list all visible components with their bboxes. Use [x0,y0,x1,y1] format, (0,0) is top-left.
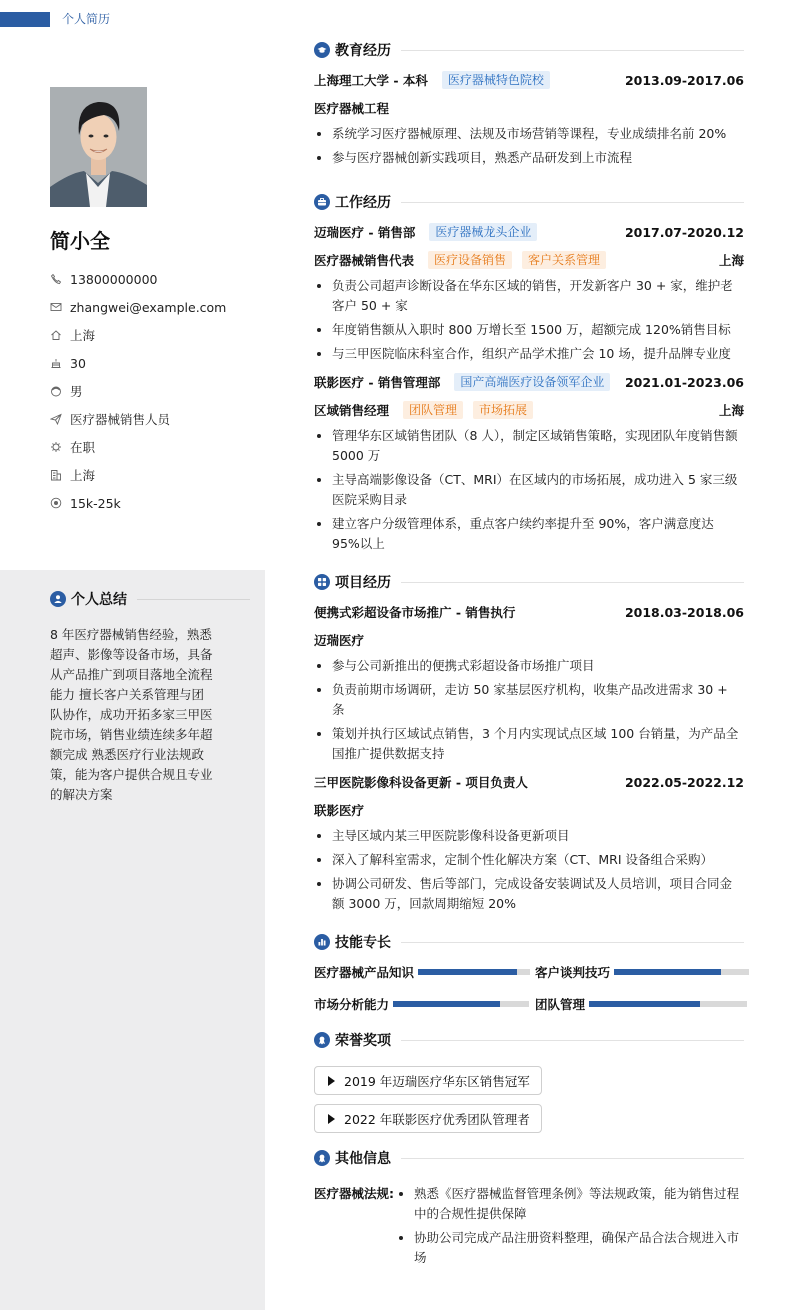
list-item: 负责公司超声诊断设备在华东区域的销售，开发新客户 30 + 家，维护老客户 50 + 家 [314,276,744,316]
work-role-tag: 客户关系管理 [522,251,606,269]
list-item: 负责前期市场调研，走访 50 家基层医疗机构，收集产品改进需求 30 + 条 [314,680,744,720]
project-name: 三甲医院影像科设备更新 - 项目负责人 [314,775,528,790]
profile-photo [50,87,147,207]
age-icon [50,357,62,369]
header-label: 个人简历 [62,12,111,26]
play-icon [328,1114,335,1124]
work-role-tag: 市场拓展 [473,401,533,419]
list-item: 年度销售额从入职时 800 万增长至 1500 万，超额完成 120%销售目标 [314,320,744,340]
project-bullets [314,656,744,764]
project-name: 便携式彩超设备市场推广 - 销售执行 [314,605,516,620]
list-item: 主导高端影像设备（CT、MRI）在区域内的市场拓展，成功进入 5 家三级医院采购目录 [314,470,744,510]
info-icon [314,1150,330,1166]
grid-icon [314,574,330,590]
project-name-row [314,768,744,796]
other-title: 其他信息 [335,1151,391,1167]
summary-header [50,589,250,609]
info-location [50,321,260,349]
gender-icon [50,385,62,397]
header-accent-bar [0,12,50,27]
work-date: 2017.07-2020.12 [624,224,744,240]
skill-bar [393,1001,529,1007]
skill-bar-fill [589,1001,700,1007]
list-item: 主导区域内某三甲医院影像科设备更新项目 [314,826,744,846]
info-age [50,349,260,377]
skills-title: 技能专长 [335,935,391,951]
other-divider [401,1158,744,1159]
education-major-row [314,94,744,122]
awards-list [314,1066,744,1142]
summary-text: 8 年医疗器械销售经验，熟悉超声、影像等设备市场，具备从产品推广到项目落地全流程能力 擅长客户关系管理与团队协作，成功开拓多家三甲医院市场，销售业绩连续多年超额完成 熟悉医疗行业法规政策，能为客户提供合规且专业的解决方案 [50,627,213,802]
education-date: 2013.09-2017.06 [624,72,744,88]
education-header [314,40,744,60]
work-company-row [314,218,744,246]
skill-item [535,988,755,1020]
projects-title: 项目经历 [335,575,391,591]
list-item: 管理华东区域销售团队（8 人），制定区域销售策略，实现团队年度销售额 5000 万 [314,426,744,466]
project-bullets [314,826,744,914]
education-divider [401,50,744,51]
info-status [50,433,260,461]
info-city-text: 上海 [70,468,96,483]
award-item[interactable] [314,1104,542,1133]
project-name-row [314,598,744,626]
bar-chart-icon [314,934,330,950]
work-date: 2021.01-2023.06 [624,374,744,390]
info-age-text: 30 [70,355,86,371]
summary-title: 个人总结 [71,592,127,608]
send-icon [50,413,62,425]
list-item: 与三甲医院临床科室合作，组织产品学术推广会 10 场，提升品牌专业度 [314,344,744,364]
work-company: 联影医疗 - 销售管理部 [314,375,441,390]
phone-icon [50,273,62,285]
info-city [50,461,260,489]
contact-info-list [50,265,260,517]
list-item: 参与公司新推出的便携式彩超设备市场推广项目 [314,656,744,676]
work-role: 医疗器械销售代表 [314,253,415,268]
play-icon [328,1076,335,1086]
work-company-row [314,368,744,396]
work-role-tag: 医疗设备销售 [428,251,512,269]
info-gender-text: 男 [70,384,83,399]
skill-bar [418,969,530,975]
work-bullets [314,426,744,554]
work-role-row [314,246,744,274]
work-role: 区域销售经理 [314,403,390,418]
other-row [314,1184,744,1272]
other-header [314,1148,744,1168]
skill-item [314,956,535,988]
info-position [50,405,260,433]
project-org-row [314,626,744,654]
building-icon [50,469,62,481]
education-title: 教育经历 [335,43,391,59]
list-item: 建立客户分级管理体系，重点客户续约率提升至 90%，客户满意度达 95%以上 [314,514,744,554]
award-item[interactable] [314,1066,542,1095]
award-text: 2022 年联影医疗优秀团队管理者 [344,1111,530,1127]
skill-bar-fill [393,1001,500,1007]
skill-item [535,956,755,988]
awards-title: 荣誉奖项 [335,1033,391,1049]
home-icon [50,329,62,341]
info-email [50,293,260,321]
award-text: 2019 年迈瑞医疗华东区销售冠军 [344,1073,530,1089]
education-school: 上海理工大学 - 本科 [314,73,428,88]
info-gender [50,377,260,405]
info-salary-text: 15k-25k [70,495,121,511]
education-school-row [314,66,744,94]
main-content [314,40,744,1272]
project-org-row [314,796,744,824]
briefcase-icon [314,194,330,210]
awards-divider [401,1040,744,1041]
list-item: 协助公司完成产品注册资料整理，确保产品合法合规进入市场 [396,1228,744,1268]
skill-name: 客户谈判技巧 [535,965,611,980]
awards-header [314,1030,744,1050]
info-email-text: zhangwei@example.com [70,299,227,315]
skill-bar [589,1001,747,1007]
info-status-text: 在职 [70,440,96,455]
project-org: 迈瑞医疗 [314,633,365,648]
work-title: 工作经历 [335,195,391,211]
skill-bar-fill [418,969,517,975]
summary-divider [137,599,250,600]
skill-name: 医疗器械产品知识 [314,965,415,980]
work-role-tag: 团队管理 [403,401,463,419]
work-header [314,192,744,212]
list-item: 策划并执行区域试点销售，3 个月内实现试点区域 100 台销量，为产品全国推广提供数据支持 [314,724,744,764]
work-company-tag: 医疗器械龙头企业 [429,223,537,241]
education-tag: 医疗器械特色院校 [442,71,550,89]
info-position-text: 医疗器械销售人员 [70,412,171,427]
project-date: 2022.05-2022.12 [624,774,744,790]
list-item: 熟悉《医疗器械监督管理条例》等法规政策，能为销售过程中的合规性提供保障 [396,1184,744,1224]
work-company: 迈瑞医疗 - 销售部 [314,225,416,240]
project-date: 2018.03-2018.06 [624,604,744,620]
list-item: 协调公司研发、售后等部门，完成设备安装调试及人员培训，项目合同金额 3000 万，回款周期缩短 20% [314,874,744,914]
other-label: 医疗器械法规: [314,1186,394,1201]
info-location-text: 上海 [70,328,96,343]
projects-header [314,572,744,592]
info-salary [50,489,260,517]
skill-item [314,988,535,1020]
user-icon [50,591,66,607]
project-org: 联影医疗 [314,803,365,818]
mail-icon [50,301,62,313]
work-role-row [314,396,744,424]
education-bullets [314,124,744,168]
skills-grid [314,956,744,1020]
education-major: 医疗器械工程 [314,101,390,116]
list-item: 参与医疗器械创新实践项目，熟悉产品研发到上市流程 [314,148,744,168]
work-company-tag: 国产高端医疗设备领军企业 [454,373,610,391]
info-phone-text: 13800000000 [70,271,158,287]
skills-header [314,932,744,952]
profile-name: 简小全 [50,229,110,253]
info-phone [50,265,260,293]
list-item: 深入了解科室需求，定制个性化解决方案（CT、MRI 设备组合采购） [314,850,744,870]
projects-divider [401,582,744,583]
work-city: 上海 [718,253,744,268]
skill-bar-fill [614,969,721,975]
skill-name: 市场分析能力 [314,997,390,1012]
work-divider [401,202,744,203]
skill-name: 团队管理 [535,997,586,1012]
work-bullets [314,276,744,364]
skills-divider [401,942,744,943]
status-icon [50,441,62,453]
list-item: 系统学习医疗器械原理、法规及市场营销等课程，专业成绩排名前 20% [314,124,744,144]
skill-bar [614,969,749,975]
work-city: 上海 [718,403,744,418]
graduation-cap-icon [314,42,330,58]
other-bullets [396,1184,744,1272]
salary-icon [50,497,62,509]
award-icon [314,1032,330,1048]
